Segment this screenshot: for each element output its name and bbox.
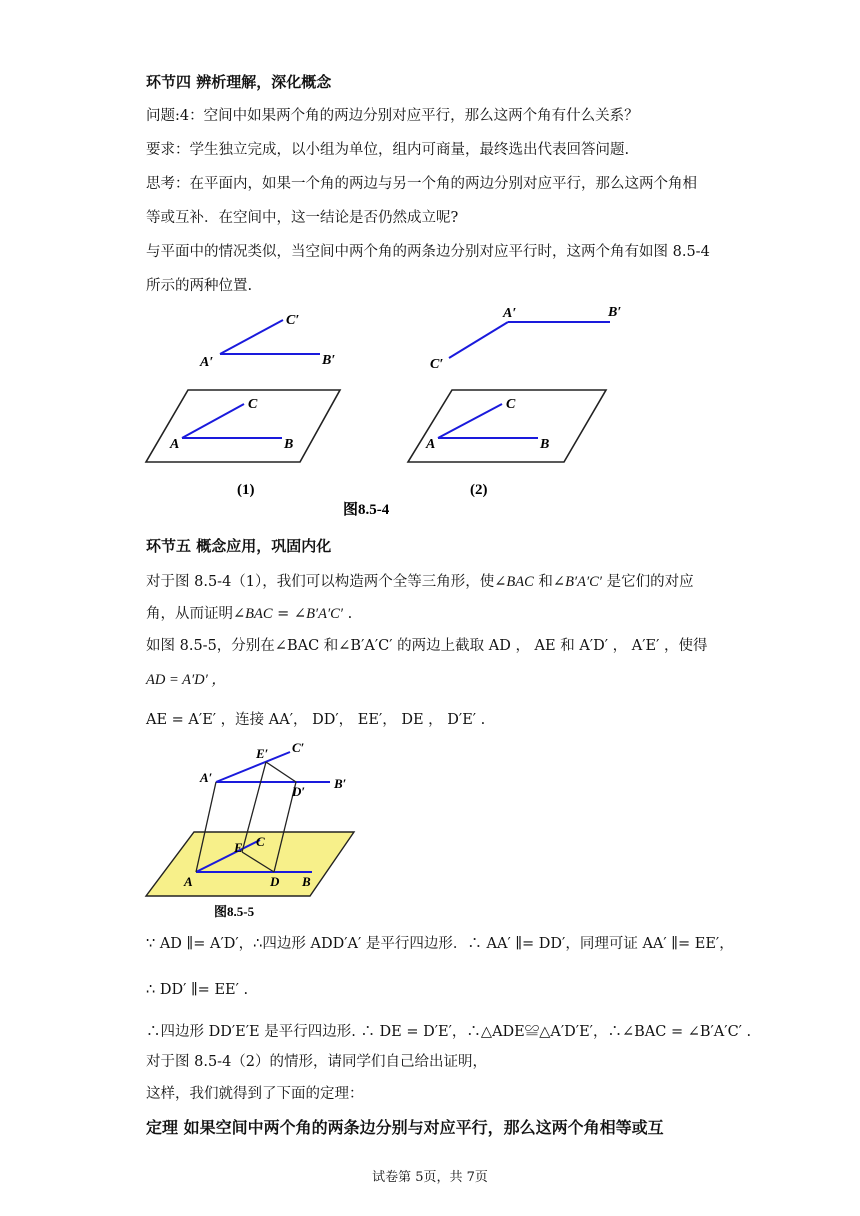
label-C-2: C: [506, 397, 516, 412]
label-Dp: D′: [292, 784, 306, 799]
figure-8-5-5: [140, 736, 370, 922]
subcaption-2: (2): [470, 482, 488, 498]
label-Cp-2: C′: [430, 357, 444, 372]
subcaption-1: (1): [237, 482, 255, 498]
question-4: 问题:4：空间中如果两个角的两边分别对应平行，那么这两个角有什么关系？: [146, 108, 639, 124]
theorem: 定理 如果空间中两个角的两条边分别与对应平行，那么这两个角相等或互: [146, 1118, 664, 1137]
label-C: C: [256, 834, 265, 849]
label-A: A: [184, 874, 193, 889]
think-line1: 思考：在平面内，如果一个角的两边与另一个角的两边分别对应平行，那么这两个角相: [146, 176, 697, 192]
label-B: B: [302, 874, 311, 889]
para2-line3: AE = A′E′ ，连接 AA′， DD′， EE′， DE ， D′E′ .: [146, 712, 486, 728]
figure-caption-8-5-5: 图8.5-5: [214, 904, 255, 919]
section5-title: 环节五 概念应用，巩固内化: [146, 537, 332, 555]
similar-line1: 与平面中的情况类似，当空间中两个角的两条边分别对应平行时，这两个角有如图 8.5-4: [146, 244, 710, 260]
label-Cp-1: C′: [286, 313, 300, 328]
proof-line3: ∴四边形 DD′E′E 是平行四边形. ∴ DE = D′E′，∴△ADE≌△A′D′E′，∴∠BAC = ∠B′A′C′ .: [146, 1024, 752, 1040]
label-Ap: A′: [200, 770, 213, 785]
figure-8-5-4: [140, 300, 640, 520]
label-D: D: [270, 874, 280, 889]
para1-line2: 角，从而证明∠BAC = ∠B′A′C′ .: [146, 606, 353, 622]
label-A-1: A: [170, 437, 180, 452]
label-Cp: C′: [292, 740, 305, 755]
para2-line1: 如图 8.5-5，分别在∠BAC 和∠B′A′C′ 的两边上截取 AD ， AE 和 A′D′ ， A′E′ ，使得: [146, 638, 708, 654]
para-theorem-intro: 这样，我们就得到了下面的定理：: [146, 1086, 364, 1102]
label-E: E: [234, 840, 243, 855]
label-Ap-1: A′: [200, 355, 214, 370]
label-Bp: B′: [334, 776, 347, 791]
label-Ep: E′: [256, 746, 269, 761]
figure-caption-8-5-4: 图8.5-4: [343, 502, 390, 518]
label-Bp-1: B′: [322, 353, 336, 368]
section4-title: 环节四 辨析理解，深化概念: [146, 73, 332, 91]
label-A-2: A: [426, 437, 436, 452]
requirement: 要求：学生独立完成，以小组为单位，组内可商量，最终选出代表回答问题.: [146, 142, 630, 158]
think-line2: 等或互补．在空间中，这一结论是否仍然成立呢?: [146, 210, 459, 226]
proof-line1: ∵ AD ∥= A′D′，∴四边形 ADD′A′ 是平行四边形．∴ AA′ ∥= DD′，同理可证 AA′ ∥= EE′，: [146, 936, 734, 952]
page-footer: 试卷第 5页，共 7页: [372, 1170, 488, 1185]
label-B-1: B: [284, 437, 294, 452]
para2-line2: AD = A′D′ ，: [146, 672, 226, 688]
proof-line2: ∴ DD′ ∥= EE′ .: [146, 982, 249, 998]
label-Ap-2: A′: [503, 306, 517, 321]
para-fig2-proof: 对于图 8.5-4（2）的情形，请同学们自己给出证明，: [146, 1054, 488, 1070]
label-C-1: C: [248, 397, 258, 412]
label-B-2: B: [540, 437, 550, 452]
label-Bp-2: B′: [608, 305, 622, 320]
similar-line2: 所示的两种位置.: [146, 278, 253, 294]
para1-line1: 对于图 8.5-4（1），我们可以构造两个全等三角形，使∠BAC 和∠B′A′C′ 是它们的对应: [146, 574, 694, 590]
